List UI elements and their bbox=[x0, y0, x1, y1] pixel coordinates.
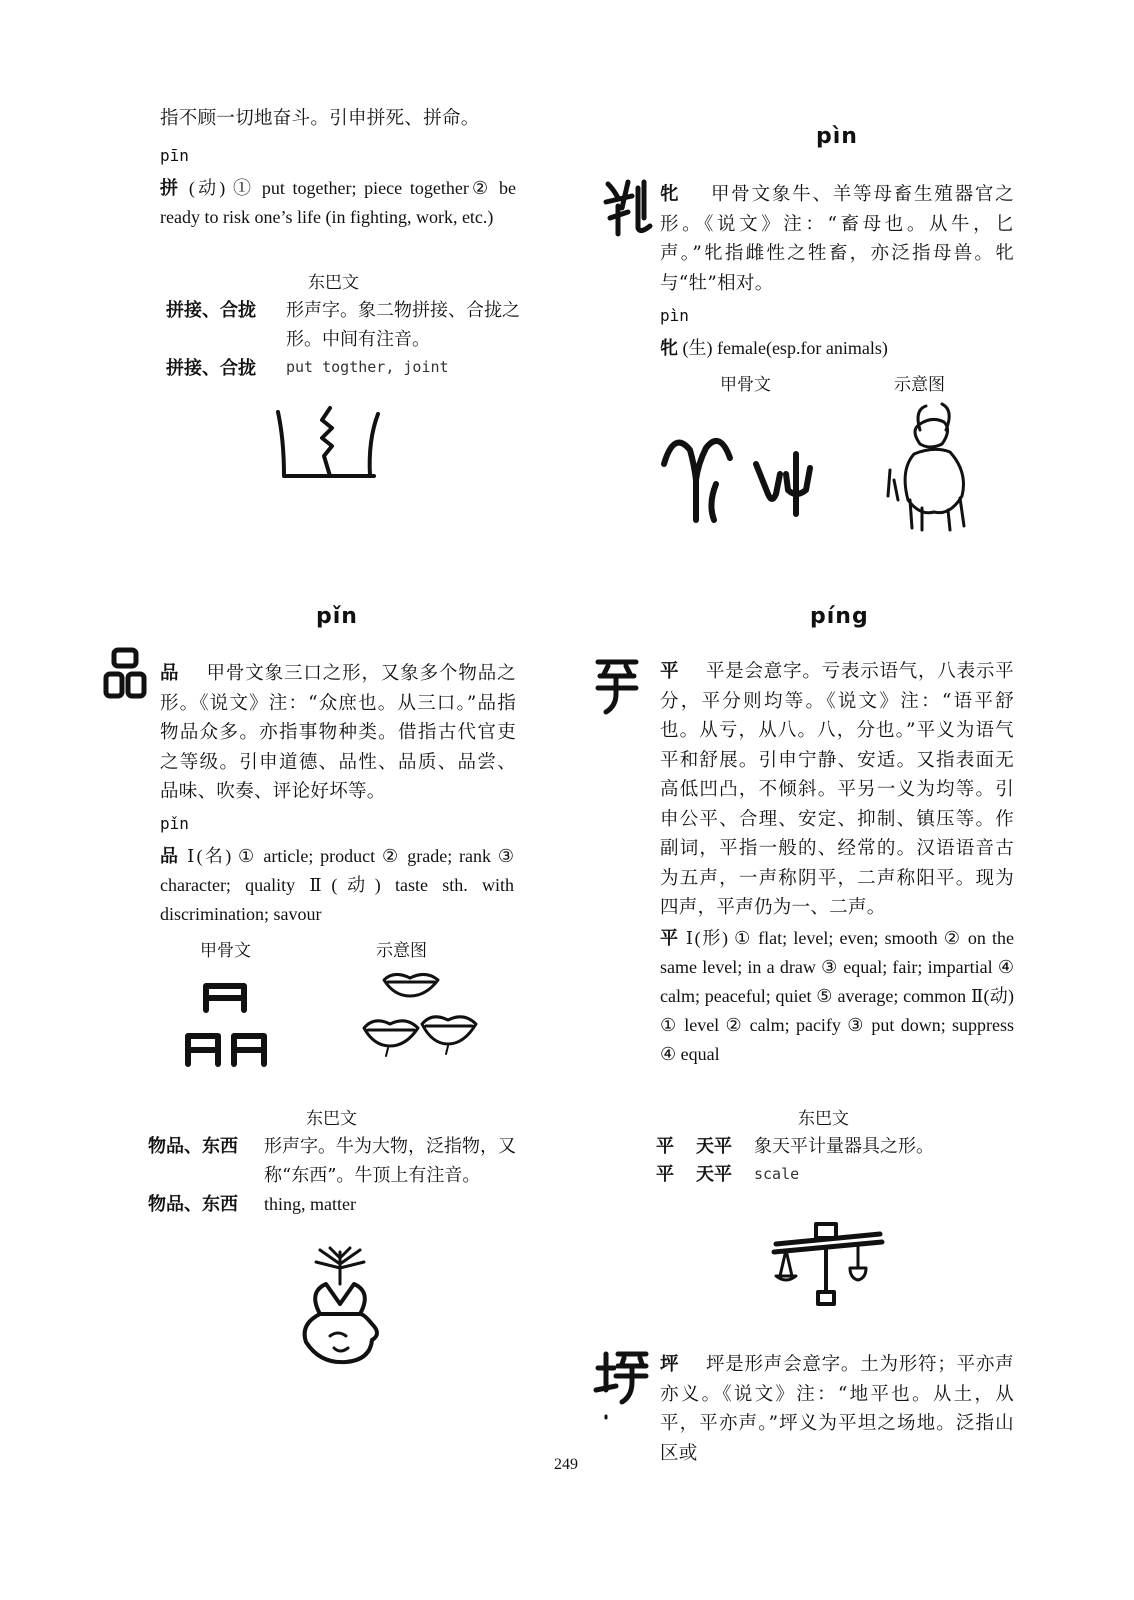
dongba-term-1: 拼接、合拢 bbox=[166, 300, 256, 321]
dongba-ping-desc-1: 象天平计量器具之形。 bbox=[754, 1136, 934, 1157]
desc-ping-char: 平 bbox=[660, 661, 680, 682]
desc-ping2-char: 坪 bbox=[660, 1354, 680, 1375]
desc-pin4 bbox=[660, 180, 1014, 298]
pinyin-pin3: pǐn bbox=[160, 814, 189, 833]
dongba-pin3-desc-2: thing, matter bbox=[264, 1194, 356, 1214]
dongba-title-ping: 东巴文 bbox=[798, 1109, 849, 1129]
desc-ping-text: 平是会意字。亏表示语气，八表示平分，平分则均等。《说文》注：“语平舒也。从亏，从八。八，分也。”平义为语气平和舒展。引申宁静、安适。又指表面无高低凹凸，不倾斜。平另一义为均等。引申公平、合理、安定、抑制、镇压等。作副词，平指一般的、经常的。汉语语音古为五声，一声称阴平，二声称阳平。现为四声，平声仍为一、二声。 bbox=[660, 661, 1014, 918]
entry-pin4-def: (生) female(esp.for animals) bbox=[678, 338, 888, 358]
dongba-ping-term1-1: 平 bbox=[656, 1136, 674, 1157]
dongba-title-pin3: 东巴文 bbox=[306, 1109, 357, 1129]
label-oracle-pin3: 甲骨文 bbox=[200, 941, 251, 961]
seal-pin4-glyph bbox=[604, 178, 652, 238]
desc-pin3 bbox=[160, 659, 516, 807]
oracle-pin3-glyph bbox=[178, 976, 278, 1076]
heading-pin4: pìn bbox=[816, 124, 858, 149]
entry-pin4-char: 牝 bbox=[660, 338, 678, 358]
schematic-mouths-glyph bbox=[360, 966, 490, 1066]
dongba-scale-glyph bbox=[770, 1218, 890, 1312]
dongba-pinjie-glyph bbox=[270, 400, 390, 490]
seal-ping-glyph bbox=[592, 654, 642, 720]
desc-ping bbox=[660, 657, 1014, 923]
entry-pin3-char: 品 bbox=[160, 846, 181, 866]
pinyin-pin1: pīn bbox=[160, 146, 189, 165]
dongba-title-pin1: 东巴文 bbox=[308, 273, 359, 293]
dongba-ping-term2-1: 天平 bbox=[696, 1136, 732, 1157]
desc-ping2-text: 坪是形声会意字。土为形符；平亦声亦义。《说文》注：“地平也。从土，从平，平亦声。”坪义为平坦之场地。泛指山区或 bbox=[660, 1354, 1014, 1464]
entry-pin1-char: 拼 bbox=[160, 178, 182, 198]
pinyin-pin4: pìn bbox=[660, 306, 689, 325]
dongba-term-2: 拼接、合拢 bbox=[166, 358, 256, 379]
label-schematic-pin3: 示意图 bbox=[376, 941, 427, 961]
dongba-ping-term2-2: 天平 bbox=[696, 1164, 732, 1185]
desc-pin3-char: 品 bbox=[160, 663, 180, 684]
dongba-ping-desc-2: scale bbox=[754, 1165, 800, 1183]
desc-ping2 bbox=[660, 1350, 1014, 1468]
entry-pin1-def: (动) ① put together; piece together② be ready to risk one’s life (in fighting, work, etc.) bbox=[160, 178, 517, 227]
desc-pin3-text: 甲骨文象三口之形，又象多个物品之形。《说文》注：“众庶也。从三口。”品指物品众多。亦指事物种类。借指古代官吏之等级。引申道德、品性、品质、品尝、品味、吹奏、评论好坏等。 bbox=[160, 663, 516, 802]
schematic-cow-glyph bbox=[880, 400, 980, 540]
seal-pin3-glyph bbox=[104, 646, 148, 700]
label-schematic-pin4: 示意图 bbox=[894, 375, 945, 395]
entry-pin1 bbox=[160, 174, 516, 232]
desc-pin4-char: 牝 bbox=[660, 184, 681, 205]
dongba-pin3-term-1: 物品、东西 bbox=[148, 1136, 238, 1157]
seal-ping2-glyph bbox=[594, 1346, 648, 1422]
dongba-ping-term1-2: 平 bbox=[656, 1164, 674, 1185]
desc-pin4-text: 甲骨文象牛、羊等母畜生殖器官之形。《说文》注：“畜母也。从牛，匕声。”牝指雌性之牲畜，亦泛指母兽。牝与“牡”相对。 bbox=[660, 184, 1014, 294]
entry-ping-char: 平 bbox=[660, 928, 680, 948]
dongba-desc-2: put togther, joint bbox=[286, 358, 449, 376]
entry-pin3 bbox=[160, 842, 514, 929]
entry-pin3-def: Ⅰ(名) ① article; product ② grade; rank ③ character; quality Ⅱ(动) taste sth. with discrimination; savour bbox=[160, 846, 514, 924]
heading-pin3: pǐn bbox=[316, 604, 358, 629]
heading-ping: píng bbox=[810, 604, 869, 629]
label-oracle-pin4: 甲骨文 bbox=[720, 375, 771, 395]
oracle-pin4-glyph bbox=[656, 424, 826, 534]
dongba-desc-1: 形声字。象二物拼接、合拢之形。中间有注音。 bbox=[286, 300, 520, 350]
dongba-pin3-desc-1: 形声字。牛为大物，泛指物，又称“东西”。牛顶上有注音。 bbox=[264, 1136, 516, 1186]
page-number: 249 bbox=[554, 1456, 578, 1473]
dongba-pin3-term-2: 物品、东西 bbox=[148, 1194, 238, 1215]
entry-ping-def: Ⅰ(形) ① flat; level; even; smooth ② on the same level; in a draw ③ equal; fair; impartial ④ calm; peaceful; quiet ⑤ average; common Ⅱ(动) ① level ② calm; pacify ③ put down; suppress ④ equal bbox=[660, 928, 1014, 1064]
entry-ping bbox=[660, 924, 1014, 1069]
dongba-ox-glyph bbox=[290, 1244, 390, 1384]
entry-pin4 bbox=[660, 334, 1014, 363]
continuation-text: 指不顾一切地奋斗。引申拼死、拼命。 bbox=[160, 108, 480, 129]
